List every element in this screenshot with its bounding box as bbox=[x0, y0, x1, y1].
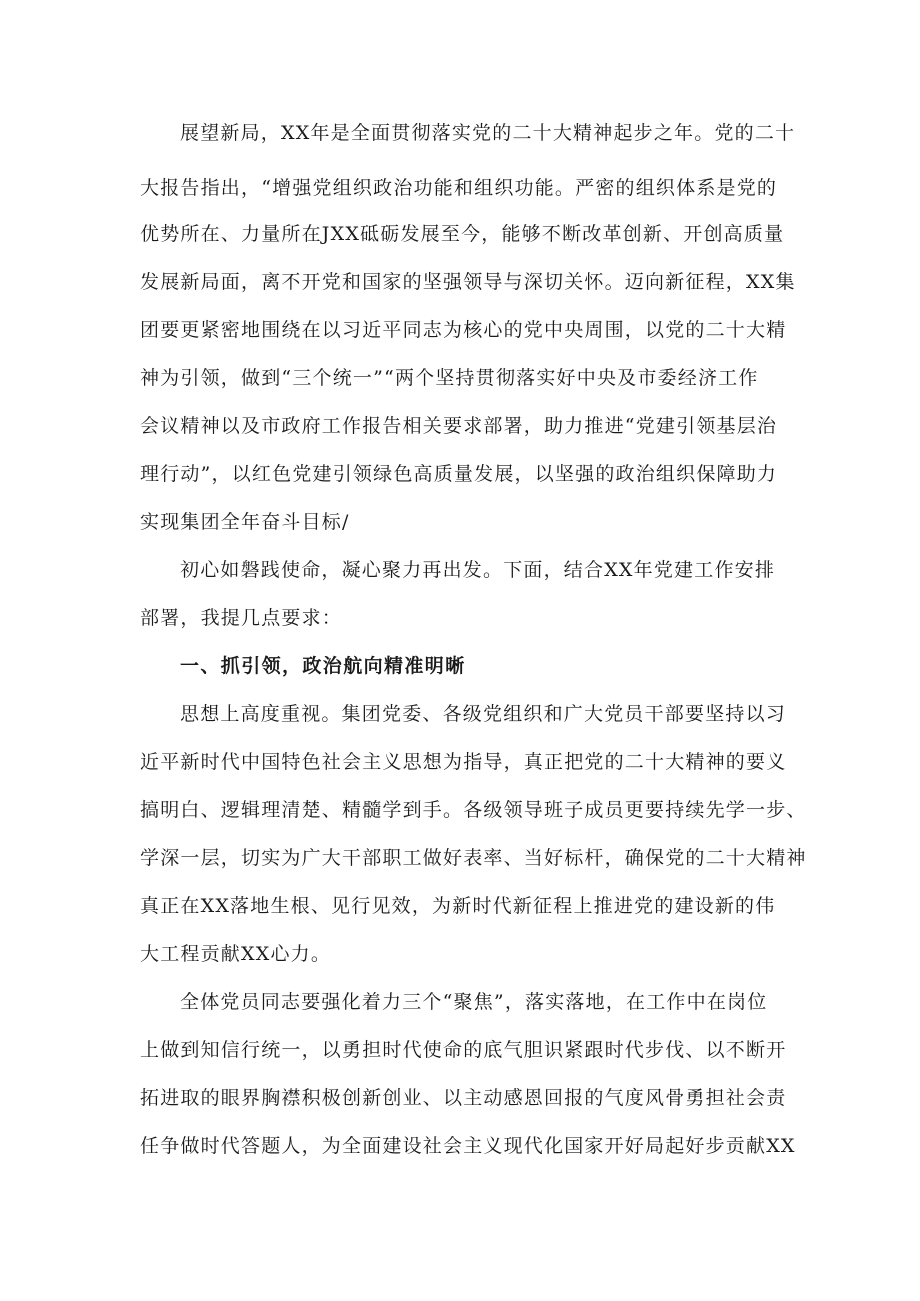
paragraph-1-line-6: 神为引领，做到“三个统一”“两个坚持贯彻落实好中央及市委经济工作 bbox=[140, 367, 759, 389]
paragraph-4-line-4: 任争做时代答题人，为全面建设社会主义现代化国家开好局起好步贡献XX bbox=[140, 1135, 796, 1157]
section-heading: 一、抓引领，政治航向精准明晰 bbox=[180, 655, 466, 677]
paragraph-3-line-2: 近平新时代中国特色社会主义思想为指导，真正把党的二十大精神的要义 bbox=[140, 751, 787, 773]
paragraph-1-line-1: 展望新局，XX年是全面贯彻落实党的二十大精神起步之年。党的二十 bbox=[180, 122, 796, 144]
paragraph-4-line-3: 拓进取的眼界胸襟积极创新创业、以主动感恩回报的气度风骨勇担社会责 bbox=[140, 1087, 787, 1109]
paragraph-1-line-9: 实现集团全年奋斗目标/ bbox=[140, 511, 350, 533]
paragraph-3-line-3: 搞明白、逻辑理清楚、精髓学到手。各级领导班子成员更要持续先学一步、 bbox=[140, 799, 807, 821]
paragraph-1-line-4: 发展新局面，离不开党和国家的坚强领导与深切关怀。迈向新征程，XX集 bbox=[140, 271, 796, 293]
paragraph-3-line-1: 思想上高度重视。集团党委、各级党组织和广大党员干部要坚持以习 bbox=[180, 703, 787, 725]
paragraph-4-line-2: 上做到知信行统一，以勇担时代使命的底气胆识紧跟时代步伐、以不断开 bbox=[140, 1039, 787, 1061]
paragraph-2-line-2: 部署，我提几点要求： bbox=[140, 607, 343, 629]
paragraph-2-line-1: 初心如磐践使命，凝心聚力再出发。下面，结合XX年党建工作安排 bbox=[180, 559, 776, 581]
paragraph-1-line-3: 优势所在、力量所在JXX砥砺发展至今，能够不断改革创新、开创高质量 bbox=[140, 223, 785, 245]
paragraph-1-line-7: 会议精神以及市政府工作报告相关要求部署，助力推进“党建引领基层治 bbox=[140, 415, 778, 437]
paragraph-3-line-4: 学深一层，切实为广大干部职工做好表率、当好标杆，确保党的二十大精神 bbox=[140, 847, 807, 869]
paragraph-3-line-5: 真正在XX落地生根、见行见效，为新时代新征程上推进党的建设新的伟 bbox=[140, 895, 776, 917]
paragraph-4-line-1: 全体党员同志要强化着力三个“聚焦”，落实落地，在工作中在岗位 bbox=[180, 991, 768, 1013]
paragraph-1-line-8: 理行动”，以红色党建引领绿色高质量发展，以坚强的政治组织保障助力 bbox=[140, 463, 778, 485]
paragraph-1-line-5: 团要更紧密地围绕在以习近平同志为核心的党中央周围，以党的二十大精 bbox=[140, 319, 787, 341]
paragraph-1-line-2: 大报告指出，“增强党组织政治功能和组织功能。严密的组织体系是党的 bbox=[140, 177, 778, 199]
paragraph-3-line-6: 大工程贡献XX心力。 bbox=[140, 943, 332, 965]
